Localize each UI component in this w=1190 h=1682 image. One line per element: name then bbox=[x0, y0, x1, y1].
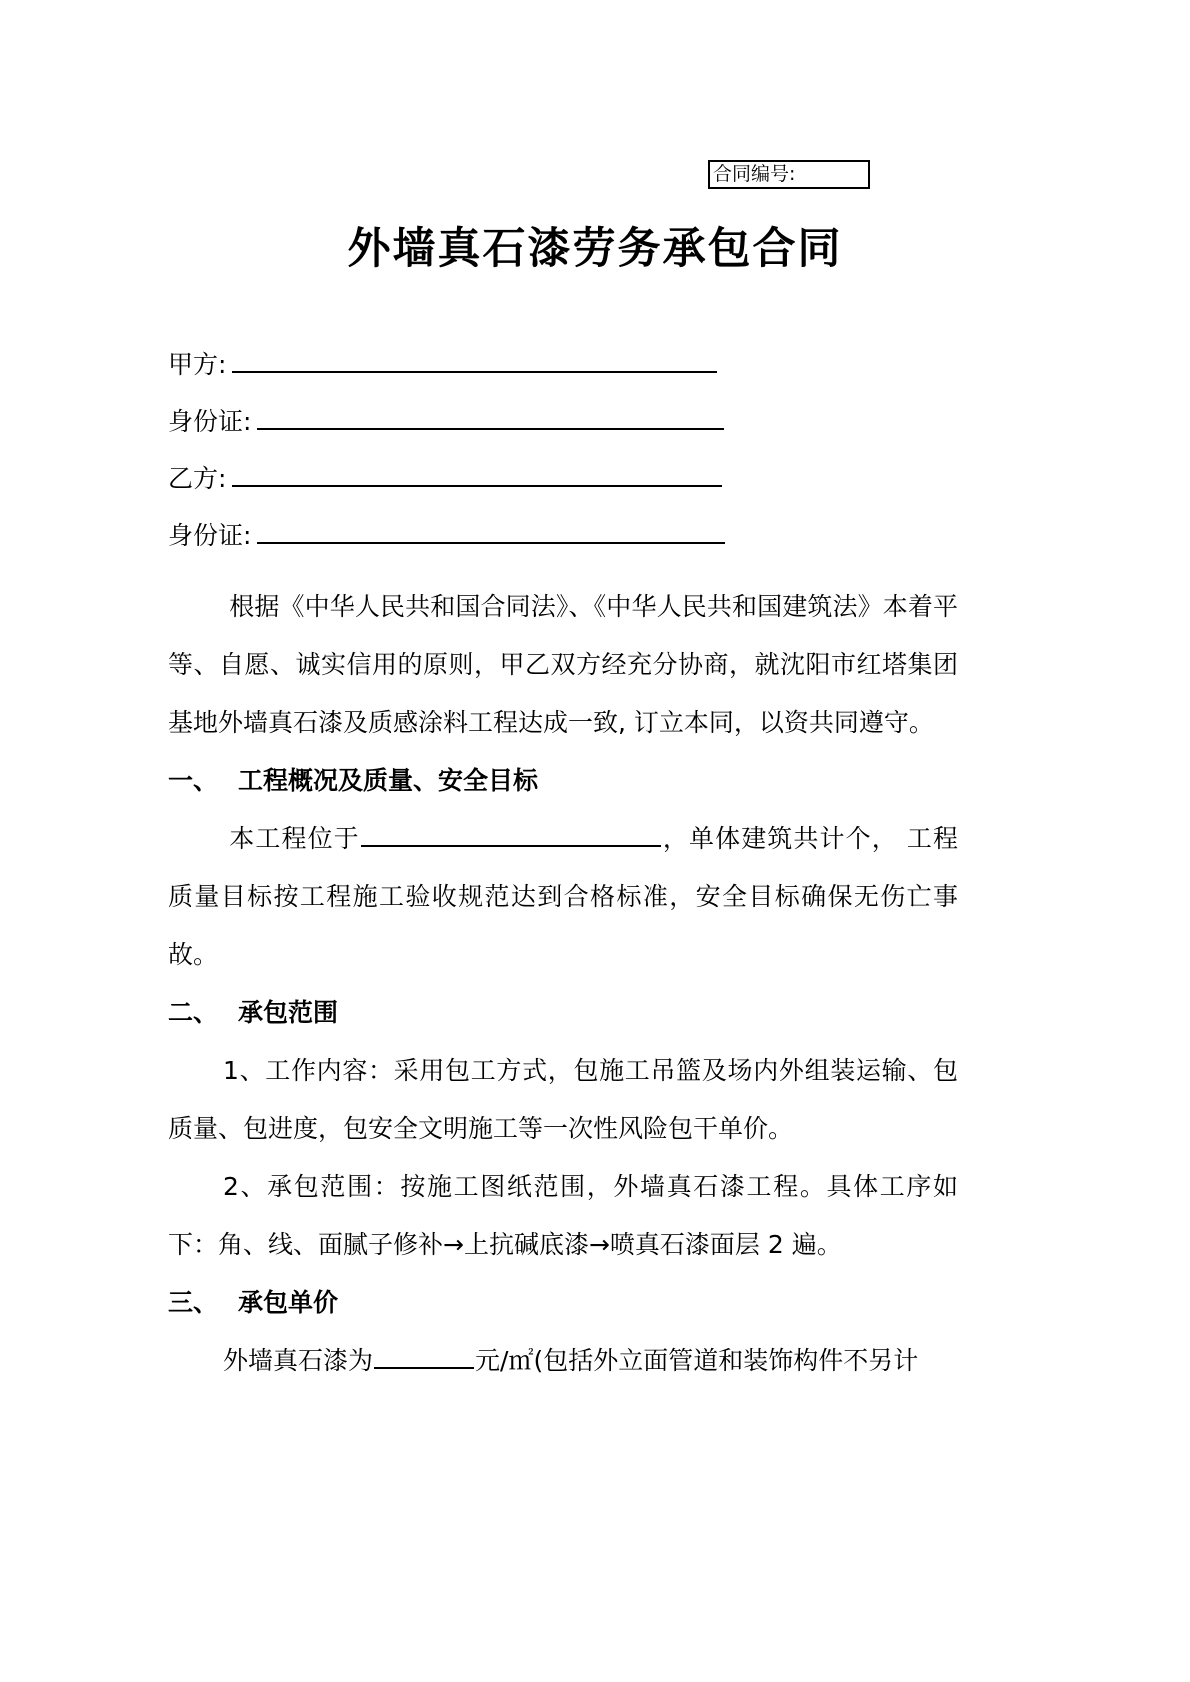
unit-price-blank[interactable] bbox=[374, 1347, 474, 1369]
contract-number-label: 合同编号: bbox=[713, 163, 796, 185]
section-heading-3 bbox=[168, 1274, 958, 1332]
section-2-item-1: 1、工作内容：采用包工方式，包施工吊篮及场内外组装运输、包质量、包进度，包安全文明施工等一次性风险包干单价。 bbox=[168, 1056, 958, 1143]
section-1-body bbox=[168, 810, 958, 984]
field-row-id-a bbox=[168, 402, 1028, 459]
section-1-text-after: ，单体建筑共计个， 工程质量目标按工程施工验收规范达到合格标准，安全目标确保无伤亡事故。 bbox=[168, 824, 958, 969]
section-3-text-after: 元/㎡(包括外立面管道和装饰构件不另计 bbox=[475, 1346, 919, 1375]
field-blank-id-a[interactable] bbox=[257, 406, 724, 430]
section-1-text-before: 本工程位于 bbox=[229, 824, 360, 853]
contract-number-box[interactable] bbox=[708, 160, 870, 189]
section-title-3: 承包单价 bbox=[238, 1288, 339, 1317]
field-row-id-b bbox=[168, 516, 1028, 573]
field-label-party-a: 甲方: bbox=[168, 350, 227, 379]
section-title-2: 承包范围 bbox=[238, 998, 339, 1027]
field-label-id-a: 身份证: bbox=[168, 407, 252, 436]
section-number-3: 三、 bbox=[168, 1288, 219, 1317]
section-heading-1 bbox=[168, 752, 958, 810]
page-title: 外墙真石漆劳务承包合同 bbox=[347, 224, 843, 274]
section-3-text-before: 外墙真石漆为 bbox=[223, 1346, 374, 1375]
field-blank-party-b[interactable] bbox=[232, 463, 722, 487]
section-title-1: 工程概况及质量、安全目标 bbox=[238, 766, 539, 795]
section-heading-2 bbox=[168, 984, 958, 1042]
preamble-paragraph: 根据《中华人民共和国合同法》、《中华人民共和国建筑法》本着平等、自愿、诚实信用的原则，甲乙双方经充分协商，就沈阳市红塔集团基地外墙真石漆及质感涂料工程达成一致, 订立本同，以资共同遵守。 bbox=[168, 592, 958, 737]
field-blank-id-b[interactable] bbox=[257, 520, 725, 544]
field-row-party-b bbox=[168, 459, 1028, 516]
field-label-id-b: 身份证: bbox=[168, 521, 252, 550]
project-location-blank[interactable] bbox=[361, 825, 661, 847]
field-label-party-b: 乙方: bbox=[168, 464, 227, 493]
section-2-item-2: 2、承包范围：按施工图纸范围，外墙真石漆工程。具体工序如下：角、线、面腻子修补→上抗碱底漆→喷真石漆面层 2 遍。 bbox=[168, 1172, 958, 1259]
field-blank-party-a[interactable] bbox=[232, 349, 717, 373]
section-3-body bbox=[168, 1332, 958, 1390]
document-body bbox=[168, 578, 958, 1390]
section-number-2: 二、 bbox=[168, 998, 219, 1027]
section-number-1: 一、 bbox=[168, 766, 219, 795]
party-fields bbox=[168, 345, 1028, 573]
field-row-party-a bbox=[168, 345, 1028, 402]
